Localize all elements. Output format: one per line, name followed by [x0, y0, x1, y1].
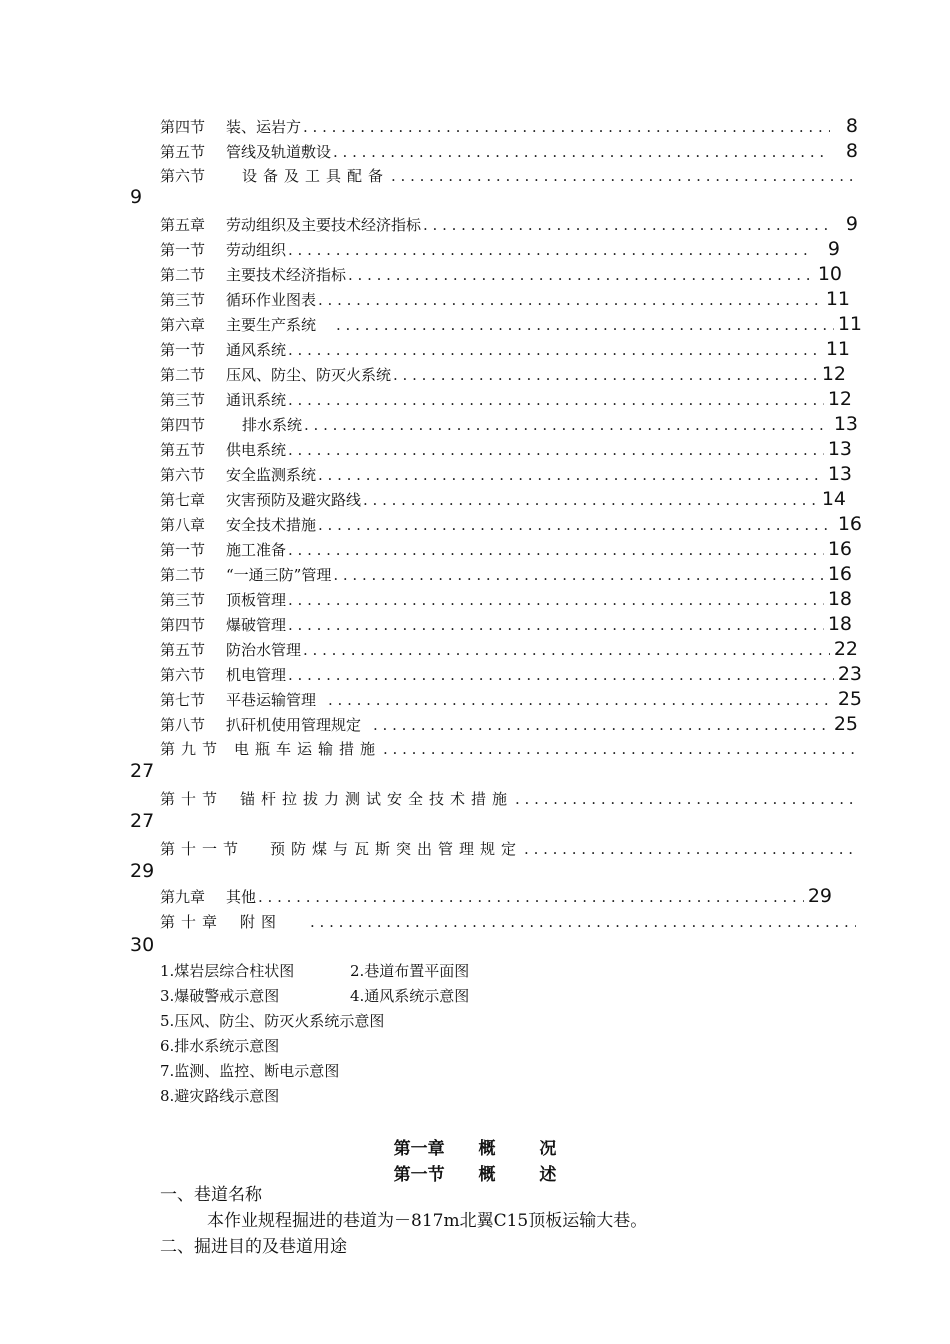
toc-label: 第三节 — [160, 591, 206, 609]
toc-title: 压风、防尘、防灭火系统 — [226, 366, 392, 384]
toc-title: 防治水管理 — [226, 641, 302, 659]
toc-title: 供电系统 — [226, 441, 287, 459]
section-heading: 一、巷道名称 — [160, 1185, 262, 1205]
toc-title: “一通三防”管理 — [226, 566, 332, 584]
toc-label: 第六节 — [160, 466, 206, 484]
section-title — [0, 1160, 950, 1185]
toc-title: 装、运岩方 — [226, 118, 302, 136]
toc-leader — [373, 715, 830, 735]
toc-page: 25 — [833, 713, 858, 735]
toc-title: 顶板管理 — [226, 591, 287, 609]
toc-title: 平巷运输管理 — [226, 691, 317, 709]
toc-leader — [336, 315, 834, 335]
section-heading: 二、掘进目的及巷道用途 — [160, 1237, 347, 1257]
toc-line[interactable] — [160, 539, 852, 560]
toc-title: 其他 — [226, 888, 257, 906]
toc-line[interactable] — [160, 264, 842, 285]
toc-page: 13 — [827, 438, 852, 460]
toc-leader — [288, 540, 824, 560]
toc-line[interactable] — [160, 839, 858, 859]
toc-leader — [333, 565, 824, 585]
toc-line[interactable] — [160, 614, 852, 635]
toc-leader — [310, 912, 856, 932]
section-title-char: 概 — [478, 1165, 496, 1185]
toc-label: 第二节 — [160, 366, 206, 384]
toc-page: 11 — [825, 288, 850, 310]
toc-page: 12 — [821, 363, 846, 385]
toc-leader — [318, 465, 824, 485]
toc-line[interactable] — [160, 389, 852, 410]
toc-page: 9 — [845, 213, 858, 235]
toc-title: 机电管理 — [226, 666, 287, 684]
section-title-char: 述 — [539, 1165, 557, 1185]
toc-leader — [391, 166, 856, 186]
toc-line[interactable] — [160, 214, 858, 235]
toc-line[interactable] — [160, 664, 862, 685]
toc-line[interactable] — [160, 739, 858, 759]
chapter-number: 第一章 — [393, 1139, 445, 1159]
chapter-title — [0, 1134, 950, 1159]
figure-item[interactable]: 5.压风、防尘、防灭火系统示意图 — [160, 1012, 385, 1030]
toc-leader — [303, 117, 830, 137]
toc-label: 第三节 — [160, 391, 206, 409]
toc-leader — [303, 640, 830, 660]
toc-line[interactable] — [160, 439, 852, 460]
toc-leader — [288, 240, 812, 260]
chapter-title-char: 况 — [539, 1139, 557, 1159]
toc-leader — [348, 265, 814, 285]
toc-title: 安全技术措施 — [226, 516, 317, 534]
toc-line[interactable] — [160, 289, 850, 310]
toc-page: 8 — [845, 140, 858, 162]
toc-label: 第九节 — [160, 740, 224, 758]
toc-title: 劳动组织 — [226, 241, 287, 259]
toc-title: 管线及轨道敷设 — [226, 143, 332, 161]
toc-line[interactable] — [160, 489, 846, 510]
toc-page: 29 — [807, 885, 832, 907]
toc-leader — [524, 839, 856, 859]
toc-page: 16 — [827, 538, 852, 560]
toc-label: 第八节 — [160, 716, 206, 734]
toc-page: 25 — [837, 688, 862, 710]
toc-label: 第十一节 — [160, 840, 245, 858]
chapter-title-char: 概 — [478, 1139, 496, 1159]
toc-page: 23 — [837, 663, 862, 685]
toc-page: 18 — [827, 613, 852, 635]
toc-page: 16 — [837, 513, 862, 535]
figure-item[interactable]: 4.通风系统示意图 — [350, 987, 470, 1005]
toc-title: 排水系统 — [242, 416, 303, 434]
toc-line[interactable] — [160, 314, 862, 335]
toc-page: 9 — [130, 186, 143, 208]
toc-line[interactable] — [160, 514, 862, 535]
toc-label: 第一节 — [160, 541, 206, 559]
toc-line[interactable] — [160, 714, 858, 735]
toc-page: 13 — [827, 463, 852, 485]
toc-leader — [258, 887, 804, 907]
toc-line[interactable] — [160, 886, 832, 907]
toc-title: 扒矸机使用管理规定 — [226, 716, 362, 734]
toc-label: 第七节 — [160, 691, 206, 709]
figure-item[interactable]: 2.巷道布置平面图 — [350, 962, 470, 980]
toc-leader — [288, 340, 822, 360]
toc-line[interactable] — [160, 239, 840, 260]
toc-leader — [288, 390, 824, 410]
toc-line[interactable] — [160, 789, 858, 809]
toc-leader — [328, 690, 834, 710]
toc-title: 预防煤与瓦斯突出管理规定 — [270, 840, 523, 858]
toc-leader — [288, 665, 834, 685]
toc-page: 11 — [825, 338, 850, 360]
toc-page: 18 — [827, 588, 852, 610]
toc-label: 第五节 — [160, 441, 206, 459]
toc-leader — [383, 739, 856, 759]
toc-label: 第三节 — [160, 291, 206, 309]
section-number: 第一节 — [393, 1165, 445, 1185]
toc-title: 锚杆拉拔力测试安全技术措施 — [240, 790, 514, 808]
toc-page: 27 — [130, 810, 155, 832]
toc-page: 29 — [130, 860, 155, 882]
toc-label: 第四节 — [160, 416, 206, 434]
toc-leader — [423, 215, 830, 235]
toc-label: 第四节 — [160, 616, 206, 634]
toc-title: 灾害预防及避灾路线 — [226, 491, 362, 509]
toc-title: 主要生产系统 — [226, 316, 317, 334]
figure-item[interactable]: 7.监测、监控、断电示意图 — [160, 1062, 340, 1080]
figure-item[interactable]: 8.避灾路线示意图 — [160, 1087, 280, 1105]
paragraph: 本作业规程掘进的巷道为－817m北翼C15顶板运输大巷。 — [207, 1211, 648, 1231]
toc-page: 10 — [817, 263, 842, 285]
toc-leader — [393, 365, 818, 385]
toc-label: 第九章 — [160, 888, 206, 906]
toc-page: 14 — [821, 488, 846, 510]
toc-label: 第四节 — [160, 118, 206, 136]
toc-line[interactable] — [160, 564, 852, 585]
toc-leader — [288, 440, 824, 460]
toc-title: 通讯系统 — [226, 391, 287, 409]
toc-leader — [288, 590, 824, 610]
toc-title: 通风系统 — [226, 341, 287, 359]
toc-title: 安全监测系统 — [226, 466, 317, 484]
toc-page: 30 — [130, 934, 155, 956]
toc-title: 爆破管理 — [226, 616, 287, 634]
toc-title: 劳动组织及主要技术经济指标 — [226, 216, 422, 234]
toc-label: 第六节 — [160, 167, 206, 185]
figure-item[interactable]: 3.爆破警戒示意图 — [160, 987, 280, 1005]
toc-label: 第一节 — [160, 241, 206, 259]
toc-label: 第一节 — [160, 341, 206, 359]
toc-label: 第五章 — [160, 216, 206, 234]
toc-page: 27 — [130, 760, 155, 782]
toc-line[interactable] — [160, 639, 858, 660]
toc-leader — [363, 490, 818, 510]
toc-page: 12 — [827, 388, 852, 410]
toc-label: 第十节 — [160, 790, 224, 808]
toc-title: 循环作业图表 — [226, 291, 317, 309]
toc-page: 9 — [827, 238, 840, 260]
toc-leader — [333, 142, 830, 162]
toc-label: 第二节 — [160, 566, 206, 584]
figure-item[interactable]: 1.煤岩层综合柱状图 — [160, 962, 295, 980]
toc-title: 设备及工具配备 — [242, 167, 390, 185]
toc-line[interactable] — [160, 589, 852, 610]
toc-line[interactable] — [160, 689, 862, 710]
toc-line[interactable] — [160, 364, 846, 385]
toc-page: 8 — [845, 115, 858, 137]
toc-leader — [288, 615, 824, 635]
toc-line[interactable] — [160, 116, 858, 137]
toc-line[interactable] — [160, 912, 858, 932]
toc-leader — [515, 789, 856, 809]
figure-item[interactable]: 6.排水系统示意图 — [160, 1037, 280, 1055]
toc-page: 13 — [833, 413, 858, 435]
toc-title: 主要技术经济指标 — [226, 266, 347, 284]
toc-line[interactable] — [160, 141, 858, 162]
toc-title: 施工准备 — [226, 541, 287, 559]
toc-label: 第十章 — [160, 913, 224, 931]
toc-line[interactable] — [160, 339, 850, 360]
toc-page: 11 — [837, 313, 862, 335]
toc-leader — [318, 515, 834, 535]
toc-leader — [318, 290, 822, 310]
toc-label: 第七章 — [160, 491, 206, 509]
toc-label: 第六节 — [160, 666, 206, 684]
toc-line[interactable] — [160, 166, 858, 186]
toc-label: 第八章 — [160, 516, 206, 534]
toc-label: 第五节 — [160, 143, 206, 161]
toc-leader — [304, 415, 830, 435]
toc-page: 22 — [833, 638, 858, 660]
toc-title: 附图 — [240, 913, 283, 931]
toc-label: 第六章 — [160, 316, 206, 334]
toc-page: 16 — [827, 563, 852, 585]
toc-line[interactable] — [160, 464, 852, 485]
toc-label: 第二节 — [160, 266, 206, 284]
toc-label: 第五节 — [160, 641, 206, 659]
toc-title: 电瓶车运输措施 — [234, 740, 382, 758]
toc-line[interactable] — [160, 414, 858, 435]
